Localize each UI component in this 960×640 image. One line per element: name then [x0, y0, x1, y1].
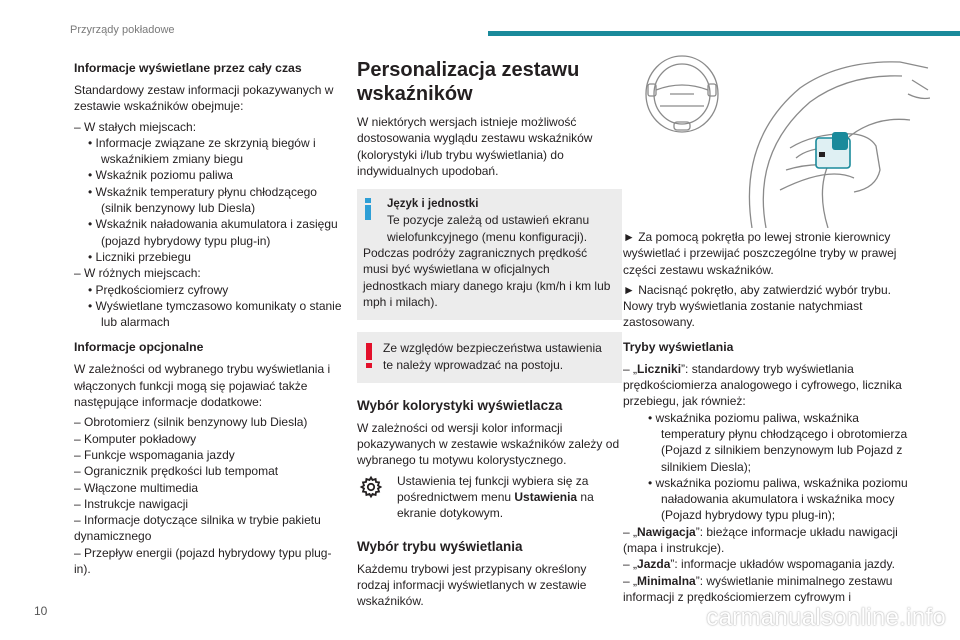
heading-color: Wybór kolorystyki wyświetlacza: [357, 397, 563, 413]
optional-intro: W zależności od wybranego trybu wyświetlania i włączonych funkcji mogą się pojawiać także następujące informacje dodatkowe:: [74, 362, 331, 410]
mode-item-navigation: – „Nawigacja”: bieżące informacje układu nawigacji (mapa i instrukcje).: [623, 524, 898, 556]
step-2: ► Nacisnąć pokrętło, aby zatwierdzić wybór trybu.: [623, 282, 891, 297]
settings-menu-name: Ustawienia: [514, 490, 578, 505]
steering-wheel-thumbnail: [646, 56, 718, 132]
list-item: – Obrotomierz (silnik benzynowy lub Diesla): [74, 415, 308, 430]
column-left: [74, 60, 346, 577]
column-middle: [357, 58, 622, 614]
mode-item-counters: – „Liczniki”: standardowy tryb wyświetlania prędkościomierza analogowego i cyfrowego, licznika przebiegu, jak również:: [623, 361, 902, 409]
watermark: carmanualsonline.info: [706, 604, 946, 631]
warning-icon: [366, 343, 372, 368]
list-item: • wskaźnika poziomu paliwa, wskaźnika temperatury płynu chłodzącego i obrotomierza (Pojazd z silnikiem benzynowym lub Pojazd z silnikiem Diesla);: [648, 410, 908, 474]
highlighted-control-pad: [816, 132, 850, 168]
list-item: • Wskaźnik poziomu paliwa: [88, 168, 233, 183]
column-right: [623, 229, 908, 605]
list-item: • Wskaźnik naładowania akumulatora i zasięgu (pojazd hybrydowy typu plug-in): [88, 217, 338, 248]
gear-icon: [359, 475, 383, 499]
info-box-text: [363, 212, 614, 245]
list-item: • Informacje związane ze skrzynią biegów i wskaźnikiem zmiany biegu: [88, 135, 316, 167]
warning-box: [357, 332, 622, 383]
info-text-1: Te pozycje zależą od ustawień ekranu wielofunkcyjnego (menu konfiguracji).: [387, 213, 590, 244]
mode-item-minimal: – „Minimalna”: wyświetlanie minimalnego zestawu informacji z prędkościomierzem cyfrowym i: [623, 573, 893, 604]
mode-item-driving: – „Jazda”: informacje układów wspomagania jazdy.: [623, 557, 895, 572]
heading-modes: Tryby wyświetlania: [623, 339, 734, 354]
header-accent-bar: [488, 31, 960, 36]
list-item: – Przepływ energii (pojazd hybrydowy typu plug-in).: [74, 545, 332, 577]
section-intro: W niektórych wersjach istnieje możliwość dostosowania wyglądu zestawu wskaźników (kolorystyki i/lub trybu wyświetlania) do indywidualnych upodobań.: [357, 115, 593, 178]
info-box: [357, 189, 622, 320]
running-header: Przyrządy pokładowe: [70, 24, 175, 36]
list-item: – Informacje dotyczące silnika w trybie pakietu dynamicznego: [74, 513, 321, 544]
list-item: – Komputer pokładowy: [74, 431, 197, 446]
list-item: • Wyświetlane tymczasowo komunikaty o stanie lub alarmach: [88, 298, 342, 330]
heading-optional: Informacje opcjonalne: [74, 340, 204, 355]
list-item: – Włączone multimedia: [74, 480, 199, 495]
list-item: • Prędkościomierz cyfrowy: [88, 282, 229, 297]
list-item: – Ogranicznik prędkości lub tempomat: [74, 464, 279, 479]
gear-text-a: Ustawienia tej funkcji wybiera się za pośrednictwem menu: [397, 473, 589, 505]
fixed-label: – W stałych miejscach:: [74, 119, 197, 134]
list-item: • Liczniki przebiegu: [88, 249, 191, 264]
steering-wheel-control-illustration: [640, 50, 930, 228]
mode-text: Każdemu trybowi jest przypisany określony rodzaj informacji wyświetlanych w zestawie wskaźników.: [357, 561, 587, 609]
list-item: – Funkcje wspomagania jazdy: [74, 447, 235, 462]
info-icon: [365, 198, 371, 220]
warning-text: Ze względów bezpieczeństwa ustawienia te należy wprowadzać na postoju.: [383, 341, 602, 372]
step-1: ► Za pomocą pokrętła po lewej stronie kierownicy wyświetlać i przewijać poszczególne tryby w prawej części zestawu wskaźników.: [623, 230, 897, 277]
list-item: – Instrukcje nawigacji: [74, 496, 189, 511]
info-box-title: Język i jednostki: [387, 198, 479, 211]
list-item: • Wskaźnik temperatury płynu chłodzącego (silnik benzynowy lub Diesla): [88, 184, 317, 216]
step-2-result: Nowy tryb wyświetlania zostanie natychmiast zastosowany.: [623, 299, 863, 330]
gear-text-c: na ekranie dotykowym.: [397, 490, 594, 521]
settings-note: [357, 473, 622, 522]
heading-always-displayed: Informacje wyświetlane przez cały czas: [74, 61, 302, 75]
list-item: • wskaźnika poziomu paliwa, wskaźnika poziomu naładowania akumulatora i wskaźnika mocy (Pojazd hybrydowy typu plug-in);: [648, 475, 908, 523]
heading-mode: Wybór trybu wyświetlania: [357, 538, 523, 554]
intro-text: Standardowy zestaw informacji pokazywanych w zestawie wskaźników obejmuje:: [74, 83, 334, 114]
color-text: W zależności od wersji kolor informacji pokazywanych w zestawie wskaźników zależy od wybranego tu motywu kolorystycznego.: [357, 420, 620, 468]
info-box-text-2: Podczas podróży zagranicznych prędkość musi być wyświetlana w oficjalnych jednostkach miary danego kraju (km/h i km lub mph i milach).: [363, 246, 611, 309]
section-title: Personalizacja zestawu wskaźników: [357, 59, 580, 105]
page-number: 10: [34, 604, 48, 618]
various-label: – W różnych miejscach:: [74, 266, 201, 281]
